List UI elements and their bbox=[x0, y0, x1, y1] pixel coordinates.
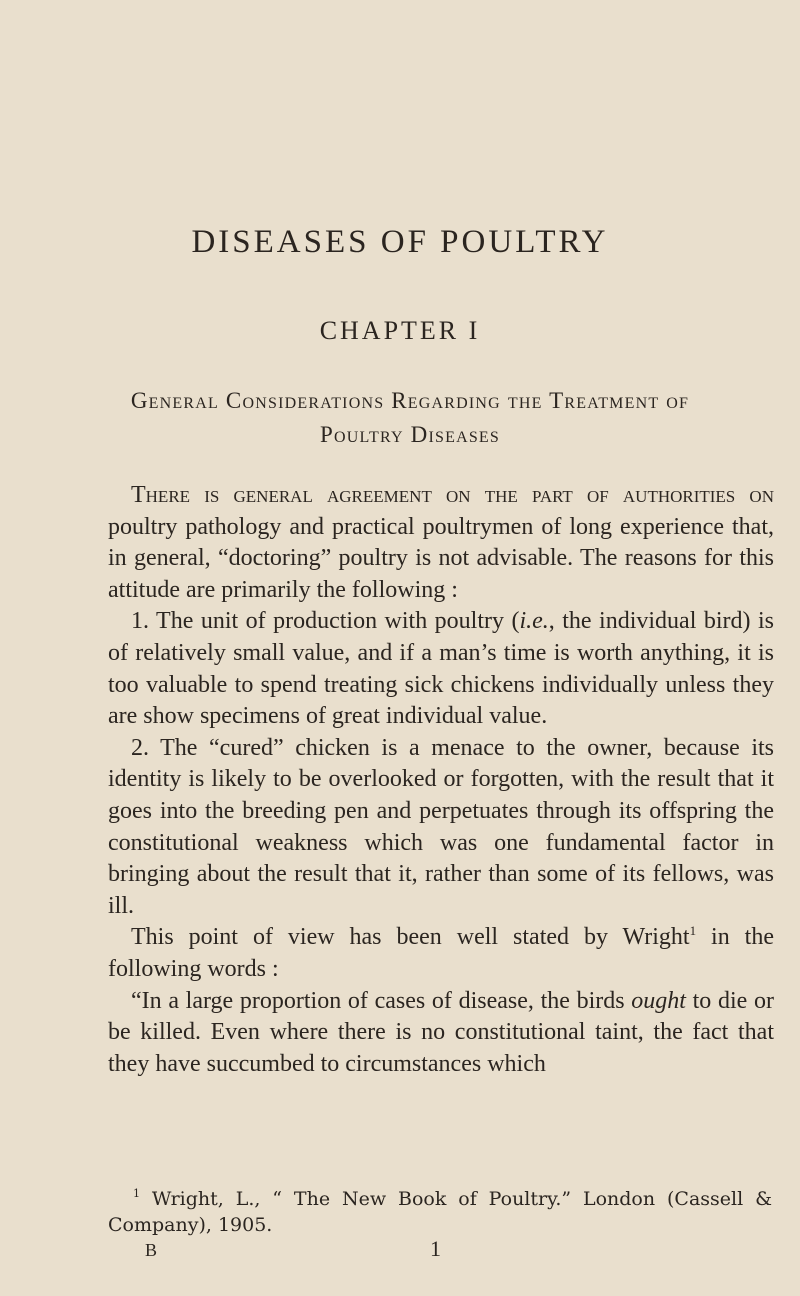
point-1-text-end: , the individual bird) is of relatively small value, and if a man’s time is worth anything, it is too valuable to spend treating sick chickens individually unless they are show specimens of great individual value. bbox=[108, 608, 774, 730]
paragraph-wright bbox=[108, 922, 774, 985]
page-number: 1 bbox=[430, 1236, 441, 1261]
point-1-text-start: 1. The unit of production with poultry ( bbox=[131, 608, 520, 635]
paragraph-opening-text: is general agreement on the part of authorities on poultry pathology and practical poultrymen of long experience that, in general, “doctoring” poultry is not advisable. The reasons for this attitude are primarily the following : bbox=[108, 482, 774, 603]
chapter-subtitle: General Considerations Regarding the Treatment of Poultry Diseases bbox=[130, 388, 690, 447]
body-text bbox=[108, 480, 774, 1080]
wright-text-start: This point of view has been well stated by Wright bbox=[131, 924, 690, 951]
quote-text-end: to die or be killed. Even where there is no constitutional taint, the fact that they have succumbed to circumstances which bbox=[108, 987, 774, 1077]
footnote-text: Wright, L., “ The New Book of Poultry.” London (Cassell & Company), 1905. bbox=[108, 1188, 772, 1236]
signature-mark: B bbox=[145, 1240, 158, 1260]
paragraph-quote bbox=[108, 986, 774, 1081]
quote-text-start: “In a large proportion of cases of disease, the birds bbox=[131, 987, 632, 1014]
wright-text-end: in the following words : bbox=[108, 924, 774, 982]
paragraph-point-2: 2. The “cured” chicken is a menace to the owner, because its identity is likely to be overlooked or forgotten, with the result that it goes into the breeding pen and perpetuates through its offspring the constitutional weakness which was one fundamental factor in bringing about the result that it, rather than some of its fellows, was ill. bbox=[108, 734, 774, 919]
point-1-italic: i.e. bbox=[519, 608, 549, 635]
chapter-heading: CHAPTER I bbox=[319, 316, 481, 345]
footnote-marker: 1 bbox=[133, 1187, 140, 1200]
paragraph-point-1 bbox=[108, 606, 774, 732]
paragraph-opening bbox=[108, 480, 774, 606]
opening-word: There bbox=[131, 482, 191, 508]
footnote-reference: 1 bbox=[689, 923, 697, 939]
footnote bbox=[108, 1186, 772, 1238]
book-title: DISEASES OF POULTRY bbox=[191, 224, 609, 260]
quote-italic: ought bbox=[631, 987, 686, 1014]
